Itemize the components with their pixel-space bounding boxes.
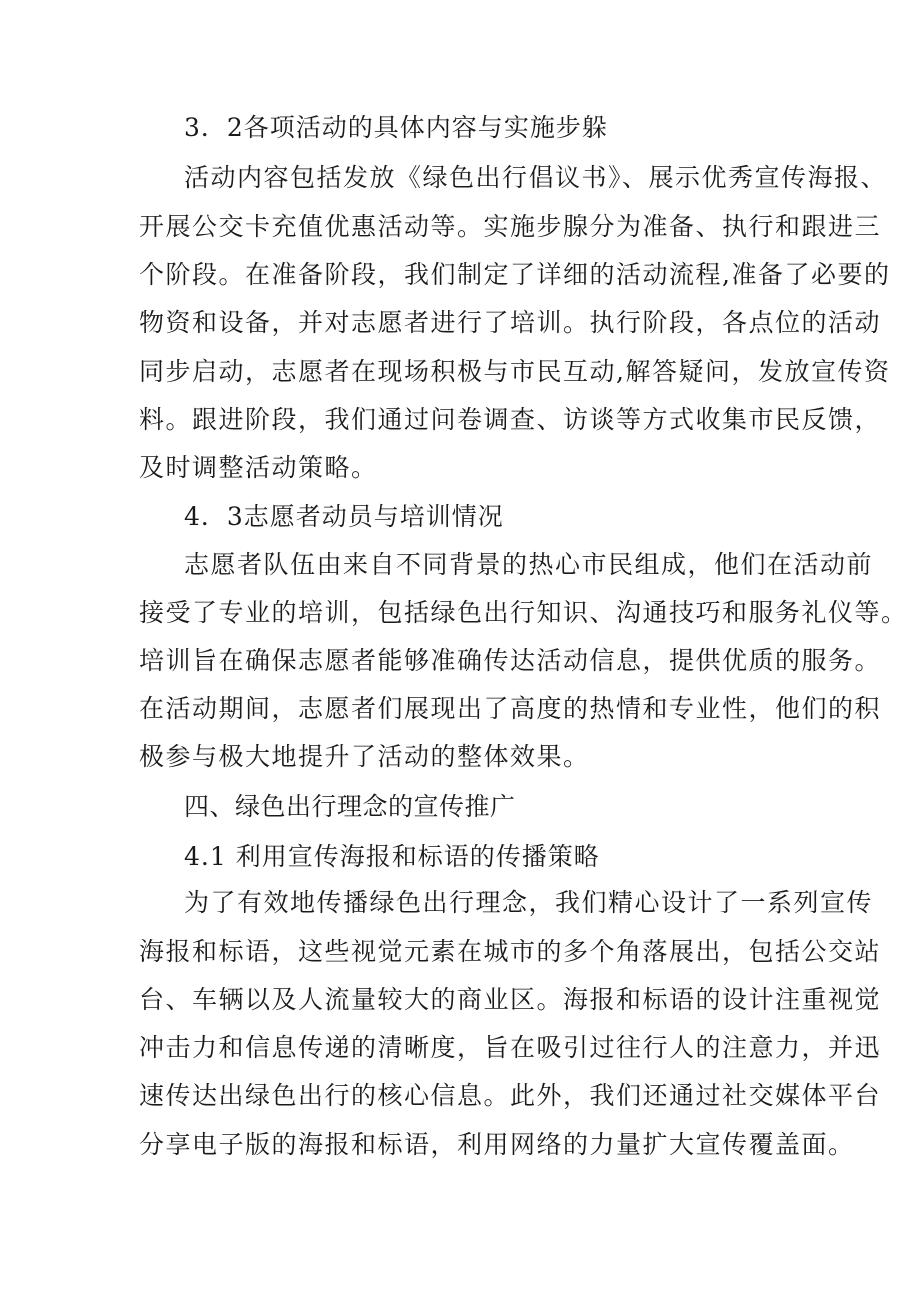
- chapter-4-heading: 四、绿色出行理念的宣传推广: [184, 792, 516, 821]
- paragraph-line: 开展公交卡充值优惠活动等。实施步腺分为准备、执行和跟进三: [139, 212, 882, 241]
- section-4-3-title: 4．3志愿者动员与培训情况: [184, 502, 504, 531]
- paragraph-line: 冲击力和信息传递的清晰度，旨在吸引过往行人的注意力，并迅: [139, 1033, 882, 1062]
- paragraph-line: 极参与极大地提升了活动的整体效果。: [139, 742, 590, 771]
- paragraph-line: 志愿者队伍由来自不同背景的热心市民组成，他们在活动前: [184, 550, 874, 579]
- section-4-1-title: 4.1 利用宣传海报和标语的传播策略: [184, 842, 600, 871]
- paragraph-line: 及时调整活动策略。: [139, 453, 378, 482]
- section-3-2-title: 3．2各项活动的具体内容与实施步躲: [184, 113, 608, 142]
- paragraph-line: 个阶段。在准备阶段，我们制定了详细的活动流程,准备了必要的: [139, 260, 891, 289]
- paragraph-line: 在活动期间，志愿者们展现出了高度的热情和专业性，他们的积: [139, 694, 882, 723]
- paragraph-line: 同步启动，志愿者在现场积极与市民互动,解答疑问，发放宣传资: [139, 357, 891, 386]
- paragraph-line: 为了有效地传播绿色出行理念，我们精心设计了一系列宣传: [184, 888, 874, 917]
- paragraph-line: 物资和设备，并对志愿者进行了培训。执行阶段，各点位的活动: [139, 308, 882, 337]
- paragraph-line: 料。跟进阶段，我们通过问卷调查、访谈等方式收集市民反馈，: [139, 405, 882, 434]
- paragraph-line: 台、车辆以及人流量较大的商业区。海报和标语的设计注重视觉: [139, 985, 882, 1014]
- paragraph-line: 分享电子版的海报和标语，利用网络的力量扩大宣传覆盖面。: [139, 1130, 855, 1159]
- paragraph-line: 海报和标语，这些视觉元素在城市的多个角落展出，包括公交站: [139, 937, 882, 966]
- paragraph-line: 培训旨在确保志愿者能够准确传达活动信息，提供优质的服务。: [139, 646, 882, 675]
- paragraph-line: 接受了专业的培训，包括绿色出行知识、沟通技巧和服务礼仪等。: [139, 598, 908, 627]
- paragraph-line: 速传达出绿色出行的核心信息。此外，我们还通过社交媒体平台: [139, 1081, 882, 1110]
- paragraph-line: 活动内容包括发放《绿色出行倡议书》、展示优秀宣传海报、: [184, 163, 888, 192]
